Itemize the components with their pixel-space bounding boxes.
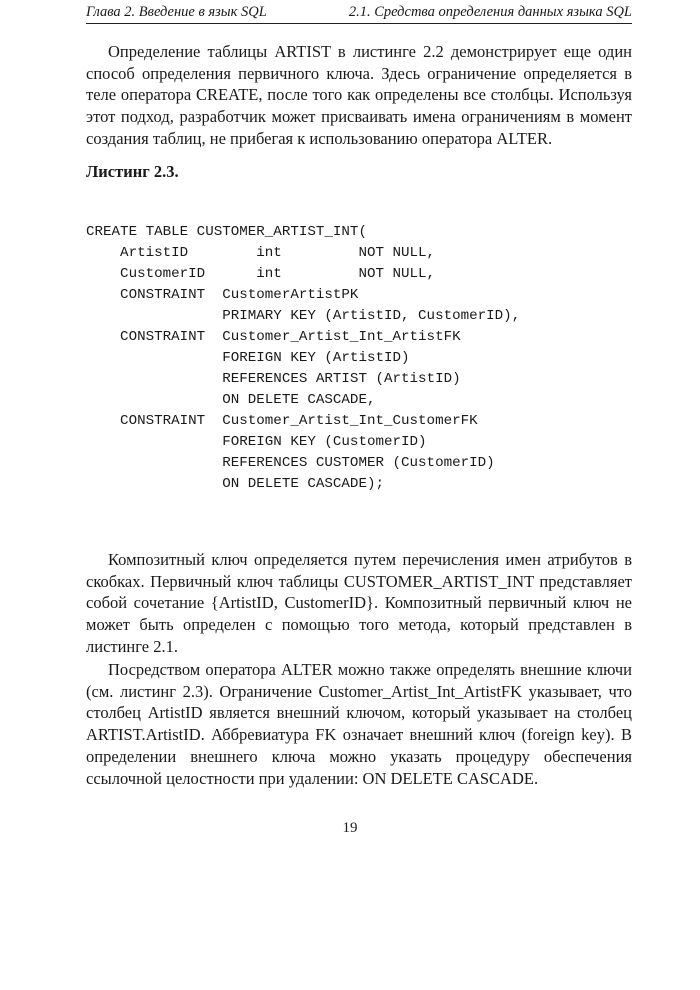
- sql-code-listing: [86, 222, 520, 495]
- code-line: ON DELETE CASCADE,: [86, 392, 376, 408]
- running-head-section: 2.1. Средства определения данных языка SQL: [348, 4, 632, 20]
- code-line: ArtistID int NOT NULL,: [86, 245, 436, 261]
- header-divider: [86, 23, 632, 24]
- code-line: PRIMARY KEY (ArtistID, CustomerID),: [86, 308, 521, 324]
- code-line: CONSTRAINT Customer_Artist_Int_CustomerFK: [86, 413, 478, 429]
- code-line: CustomerID int NOT NULL,: [86, 266, 436, 282]
- page-number: 19: [342, 820, 358, 836]
- running-head-chapter: Глава 2. Введение в язык SQL: [86, 4, 267, 20]
- listing-title: Листинг 2.3.: [86, 162, 179, 181]
- code-line: CONSTRAINT CustomerArtistPK: [86, 287, 359, 303]
- code-line: ON DELETE CASCADE);: [86, 476, 384, 492]
- code-line: CREATE TABLE CUSTOMER_ARTIST_INT(: [86, 224, 367, 240]
- paragraph-primary-key-intro: Определение таблицы ARTIST в листинге 2.2 демонстрирует еще один способ определения первичного ключа. Здесь ограничение определяется в теле оператора CREATE, после того как определены все столбцы. Используя этот подход, разработчик может присваивать имена ограничениям в момент создания таблиц, не прибегая к использованию оператора ALTER.: [86, 42, 632, 148]
- running-head: [86, 2, 632, 24]
- paragraph-foreign-keys: Посредством оператора ALTER можно также определять внешние ключи (см. листинг 2.3). Ограничение Customer_Artist_Int_ArtistFK указывает, что столбец ArtistID является внешний ключом, который указывает на столбец ARTIST.ArtistID. Аббревиатура FK означает внешний ключ (foreign key). В определении внешнего ключа можно указать процедуру обеспечения ссылочной целостности при удалении: ON DELETE CASCADE.: [86, 660, 632, 788]
- paragraph-composite-key: Композитный ключ определяется путем перечисления имен атрибутов в скобках. Первичный ключ таблицы CUSTOMER_ARTIST_INT представляет собой сочетание {ArtistID, CustomerID}. Композитный первичный ключ не может быть определен с помощью того метода, который представлен в листинге 2.1.: [86, 550, 632, 656]
- code-line: FOREIGN KEY (ArtistID): [86, 350, 410, 366]
- code-line: CONSTRAINT Customer_Artist_Int_ArtistFK: [86, 329, 461, 345]
- code-line: REFERENCES ARTIST (ArtistID): [86, 371, 461, 387]
- code-line: REFERENCES CUSTOMER (CustomerID): [86, 455, 495, 471]
- code-line: FOREIGN KEY (CustomerID): [86, 434, 427, 450]
